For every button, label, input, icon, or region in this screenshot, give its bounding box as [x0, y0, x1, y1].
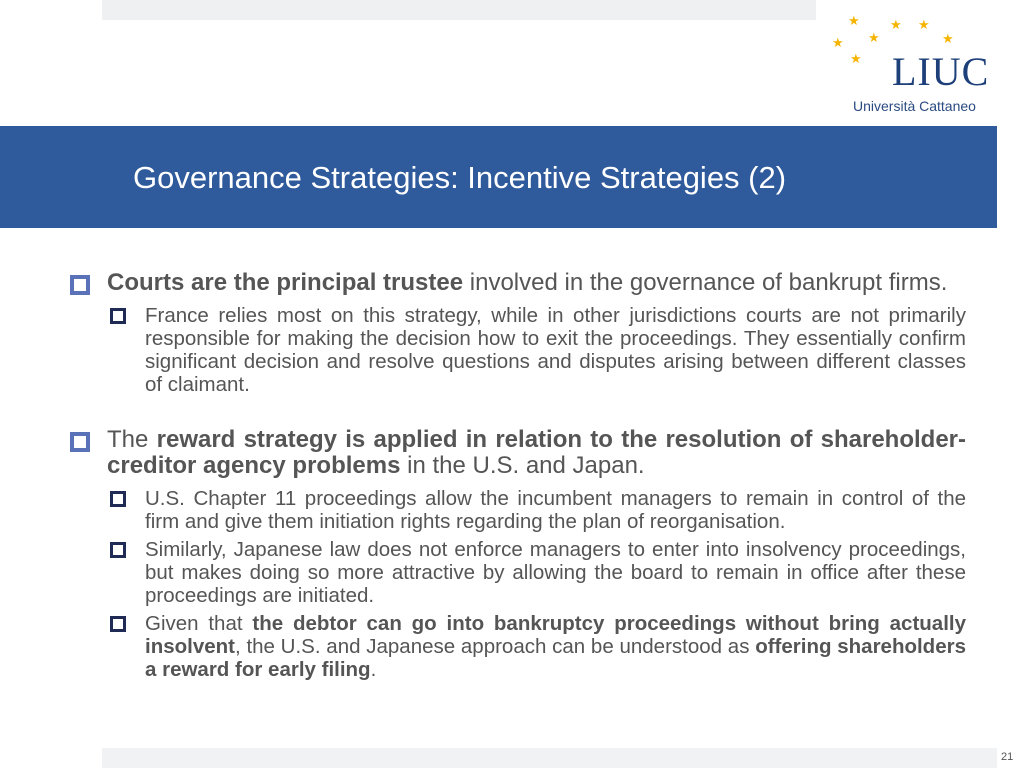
star-icon: ★: [868, 30, 880, 45]
text: .: [370, 658, 377, 681]
star-icon: ★: [832, 35, 844, 50]
logo-subtitle: Università Cattaneo: [853, 98, 976, 114]
star-icon: ★: [850, 51, 862, 66]
top-decor-bar: [102, 0, 816, 20]
square-bullet-icon: [110, 308, 126, 324]
star-icon: ★: [890, 17, 902, 32]
text: The: [107, 426, 157, 453]
text: in the U.S. and Japan.: [400, 452, 645, 479]
square-bullet-icon: [110, 491, 126, 507]
bottom-decor-bar: [102, 748, 997, 768]
star-icon: ★: [848, 13, 860, 28]
square-bullet-icon: [110, 616, 126, 632]
sub-bullet-item: [70, 538, 966, 607]
star-icon: ★: [918, 17, 930, 32]
bold-text: offering shareholders a reward for early filing: [145, 635, 966, 681]
text: Given that: [145, 612, 253, 635]
text: France relies most on this strategy, while in other jurisdictions courts are not primarily responsible for making the decision how to exit the proceedings. They essentially confirm significant decision and resolve questions and disputes arising between different classes of claimant.: [145, 304, 966, 396]
slide-content: [70, 270, 966, 686]
logo-wordmark: LIUC: [892, 49, 990, 94]
square-bullet-icon: [110, 542, 126, 558]
sub-bullet-item: [70, 304, 966, 396]
text: involved in the governance of bankrupt firms.: [463, 269, 948, 296]
liuc-logo: [826, 8, 1016, 118]
bold-text: reward strategy is applied in relation to the resolution of shareholder-creditor agency problems: [107, 426, 966, 479]
square-bullet-icon: [70, 432, 90, 452]
square-bullet-icon: [70, 275, 90, 295]
text: U.S. Chapter 11 proceedings allow the incumbent managers to remain in control of the firm and give them initiation rights regarding the plan of reorganisation.: [145, 487, 966, 533]
text: , the U.S. and Japanese approach can be understood as: [235, 635, 756, 658]
bold-text: the debtor can go into bankruptcy proceedings without bring actually insolvent: [145, 612, 966, 658]
page-title: Governance Strategies: Incentive Strategies (2): [133, 160, 787, 195]
page-number: 21: [1001, 751, 1014, 763]
text: Similarly, Japanese law does not enforce managers to enter into insolvency proceedings, but makes doing so more attractive by allowing the board to remain in office after these proceedings are initiated.: [145, 538, 966, 607]
bullet-item: [70, 270, 966, 296]
sub-bullet-item: [70, 612, 966, 681]
sub-bullet-item: [70, 487, 966, 533]
star-icon: ★: [942, 31, 954, 46]
bold-text: Courts are the principal trustee: [107, 269, 464, 296]
bullet-item: [70, 427, 966, 479]
